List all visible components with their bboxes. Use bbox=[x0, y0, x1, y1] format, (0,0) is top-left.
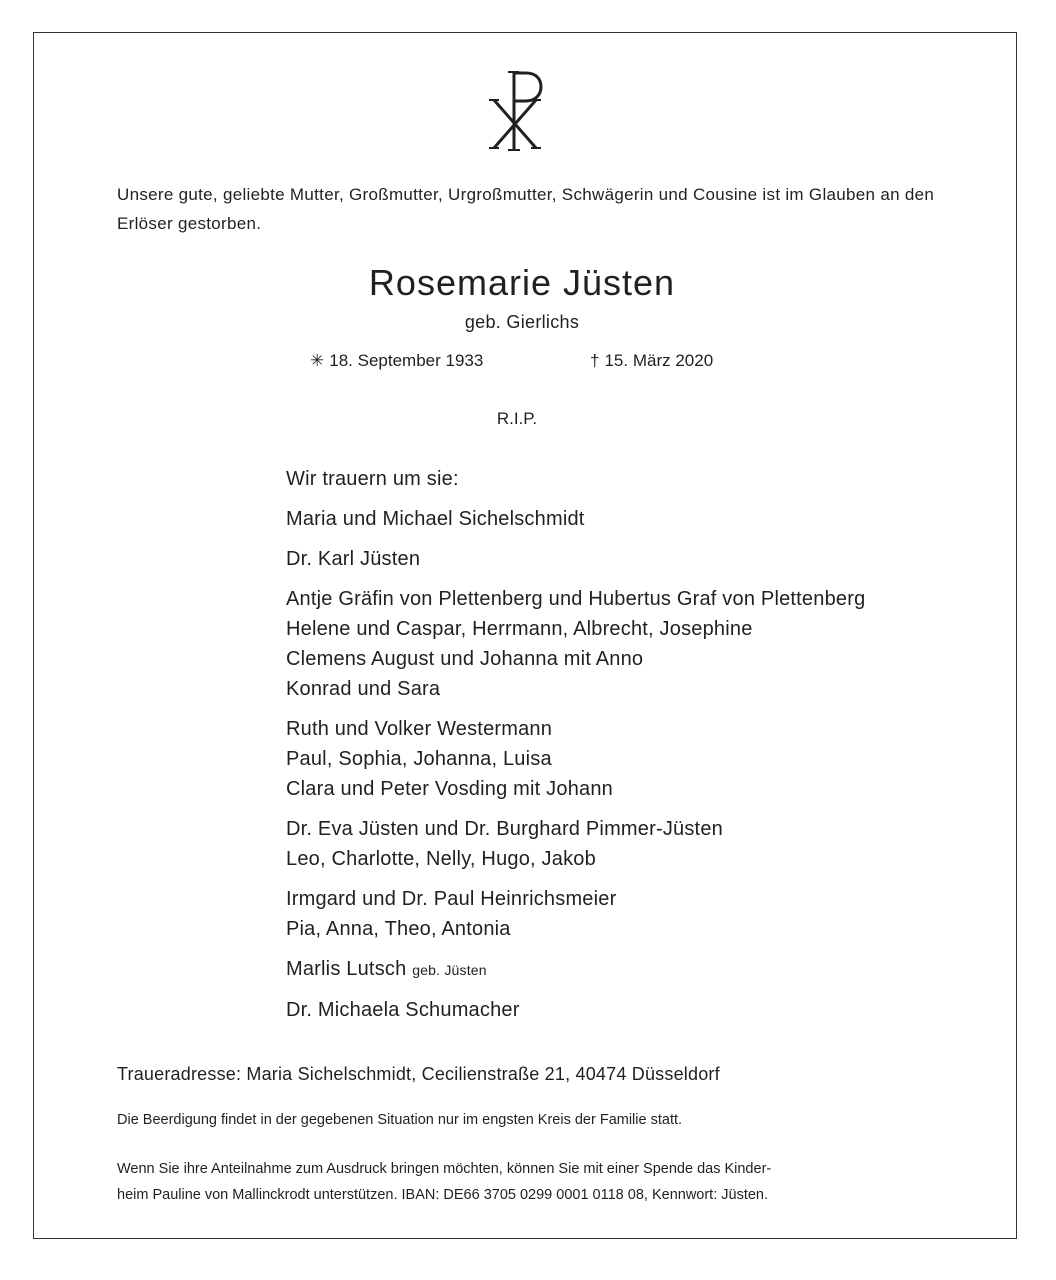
birth-star-icon: ✳ bbox=[310, 351, 325, 370]
deceased-name: Rosemarie Jüsten bbox=[368, 262, 676, 303]
mourners-heading: Wir trauern um sie: bbox=[286, 468, 459, 490]
mourner-line: Leo, Charlotte, Nelly, Hugo, Jakob bbox=[286, 848, 596, 870]
mourner-group bbox=[286, 584, 1006, 704]
mourner-line: Dr. Eva Jüsten und Dr. Burghard Pimmer-Jüsten bbox=[286, 818, 723, 840]
mourner-name: Marlis Lutsch bbox=[286, 958, 407, 980]
cross-icon: † bbox=[590, 351, 600, 370]
mourner-line: Ruth und Volker Westermann bbox=[286, 718, 553, 740]
birth-date bbox=[310, 351, 483, 371]
mourner-line: Paul, Sophia, Johanna, Luisa bbox=[286, 748, 552, 770]
rip-text: R.I.P. bbox=[496, 409, 538, 428]
mourning-address: Traueradresse: Maria Sichelschmidt, Cecilienstraße 21, 40474 Düsseldorf bbox=[117, 1064, 720, 1084]
mourner-line: Antje Gräfin von Plettenberg und Hubertus Graf von Plettenberg bbox=[286, 588, 866, 610]
donation-line: Wenn Sie ihre Anteilnahme zum Ausdruck bringen möchten, können Sie mit einer Spende das Kinder- bbox=[117, 1161, 772, 1177]
mourner-line: Helene und Caspar, Herrmann, Albrecht, Josephine bbox=[286, 618, 753, 640]
mourners-list bbox=[286, 464, 1006, 1035]
death-date-text: 15. März 2020 bbox=[604, 351, 714, 370]
birth-name: geb. Gierlichs bbox=[464, 312, 580, 332]
mourner-line: Irmgard und Dr. Paul Heinrichsmeier bbox=[286, 888, 617, 910]
donation-line: heim Pauline von Mallinckrodt unterstützen. IBAN: DE66 3705 0299 0001 0118 08, Kennwort: Jüsten. bbox=[117, 1187, 769, 1203]
intro-text: Unsere gute, geliebte Mutter, Großmutter, Urgroßmutter, Schwägerin und Cousine ist im Glauben an den Erlöser gestorben. bbox=[117, 185, 935, 233]
mourner-group bbox=[286, 814, 1006, 874]
mourner-line: Konrad und Sara bbox=[286, 678, 441, 700]
mourner-group: Dr. Karl Jüsten bbox=[286, 548, 421, 570]
mourner-group: Dr. Michaela Schumacher bbox=[286, 999, 520, 1021]
mourner-line: Clara und Peter Vosding mit Johann bbox=[286, 778, 613, 800]
mourner-birth-name: geb. Jüsten bbox=[412, 962, 487, 978]
mourner-group bbox=[286, 884, 1006, 944]
birth-date-text: 18. September 1933 bbox=[329, 351, 484, 370]
mourner-group: Maria und Michael Sichelschmidt bbox=[286, 508, 585, 530]
mourner-group bbox=[286, 954, 1006, 985]
mourner-line: Clemens August und Johanna mit Anno bbox=[286, 648, 644, 670]
mourner-line: Pia, Anna, Theo, Antonia bbox=[286, 918, 511, 940]
chi-rho-icon bbox=[486, 68, 546, 154]
donation-note bbox=[117, 1156, 937, 1208]
death-date bbox=[590, 351, 713, 371]
funeral-note: Die Beerdigung findet in der gegebenen Situation nur im engsten Kreis der Familie statt. bbox=[117, 1112, 683, 1128]
mourner-group bbox=[286, 714, 1006, 804]
